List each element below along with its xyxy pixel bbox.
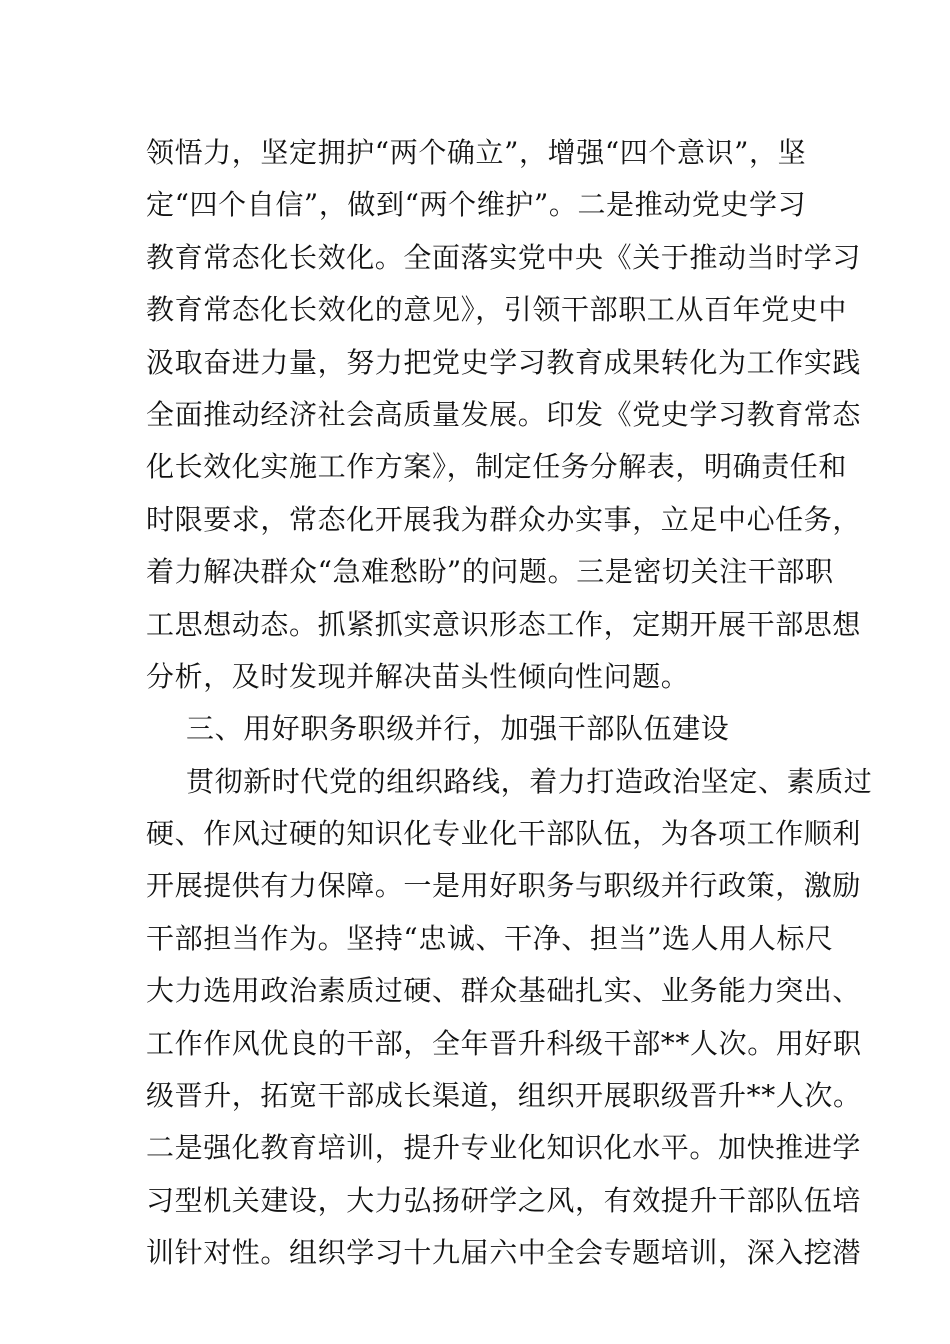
text-line: 教育常态化长效化的意见》，引领干部职工从百年党史中 (146, 293, 848, 327)
text-line: 汲取奋进力量，努力把党史学习教育成果转化为工作实践 (146, 345, 862, 379)
document-body (146, 127, 873, 1280)
text-line: 二是强化教育培训，提升专业化知识化水平。加快推进学 (146, 1131, 862, 1165)
text-line: 级晋升，拓宽干部成长渠道，组织开展职级晋升**人次。 (146, 1079, 862, 1113)
text-line: 领悟力，坚定拥护“两个确立”，增强“四个意识”，坚 (146, 136, 807, 169)
text-line: 干部担当作为。坚持“忠诚、干净、担当”选人用人标尺 (146, 921, 834, 955)
text-line: 开展提供有力保障。一是用好职务与职级并行政策，激励 (146, 869, 862, 903)
text-line: 大力选用政治素质过硬、群众基础扎实、业务能力突出、 (146, 974, 862, 1008)
text-line: 教育常态化长效化。全面落实党中央《关于推动当时学习 (146, 240, 862, 274)
text-line: 化长效化实施工作方案》，制定任务分解表，明确责任和 (146, 450, 848, 484)
text-line: 工作作风优良的干部，全年晋升科级干部**人次。用好职 (146, 1026, 862, 1060)
text-line: 训针对性。组织学习十九届六中全会专题培训，深入挖潜 (146, 1236, 862, 1270)
text-line: 着力解决群众“急难愁盼”的问题。三是密切关注干部职 (146, 555, 834, 589)
text-line: 定“四个自信”，做到“两个维护”。二是推动党史学习 (146, 188, 807, 222)
text-line: 工思想动态。抓紧抓实意识形态工作，定期开展干部思想 (146, 607, 862, 641)
text-line: 分析，及时发现并解决苗头性倾向性问题。 (146, 659, 690, 693)
text-line: 全面推动经济社会高质量发展。印发《党史学习教育常态 (146, 397, 862, 431)
text-line: 时限要求，常态化开展我为群众办实事，立足中心任务， (146, 502, 862, 536)
text-line: 习型机关建设，大力弘扬研学之风，有效提升干部队伍培 (146, 1183, 862, 1217)
paragraph-first-line: 贯彻新时代党的组织路线，着力打造政治坚定、素质过 (186, 764, 873, 798)
text-line: 硬、作风过硬的知识化专业化干部队伍，为各项工作顺利 (146, 817, 862, 851)
section-heading: 三、用好职务职级并行，加强干部队伍建设 (186, 712, 730, 746)
